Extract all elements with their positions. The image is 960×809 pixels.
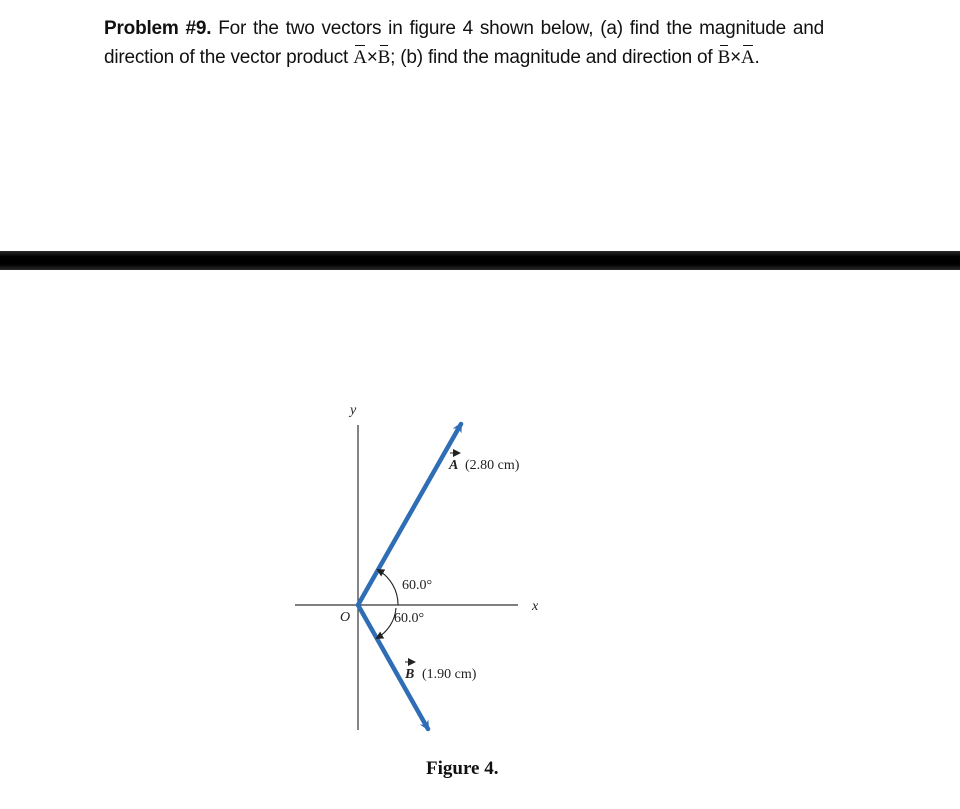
vector-a-label xyxy=(448,453,520,473)
problem-label: Problem #9. xyxy=(104,18,212,39)
figure-caption: Figure 4. xyxy=(426,758,499,779)
angle-arc-a xyxy=(378,570,398,605)
angle-b-label: 60.0° xyxy=(394,611,425,626)
cross-symbol: × xyxy=(366,47,378,68)
problem-line-2-b: ; (b) find the magnitude and direction of xyxy=(390,47,718,68)
x-axis-label: x xyxy=(532,599,539,614)
period: . xyxy=(754,47,760,68)
y-axis-label: y xyxy=(350,403,357,418)
vector-a-magnitude: (2.80 cm) xyxy=(465,458,520,473)
vector-a-letter: A xyxy=(449,458,459,473)
vector-b-symbol-2: B xyxy=(718,43,730,72)
vector-b-letter: B xyxy=(405,667,415,682)
vector-b-symbol: B xyxy=(378,43,390,72)
vector-b-label xyxy=(404,662,477,682)
angle-a-label: 60.0° xyxy=(402,578,433,593)
problem-line-2-a: direction of the vector product xyxy=(104,47,354,68)
vector-a-symbol: A xyxy=(353,43,367,72)
vector-a-symbol-2: A xyxy=(741,43,755,72)
problem-line-1-text: For the two vectors in figure 4 shown below, (a) find the magnitude and xyxy=(218,18,824,39)
origin-label: O xyxy=(340,610,351,625)
cross-symbol-2: × xyxy=(730,47,741,68)
vector-b-magnitude: (1.90 cm) xyxy=(422,667,477,682)
